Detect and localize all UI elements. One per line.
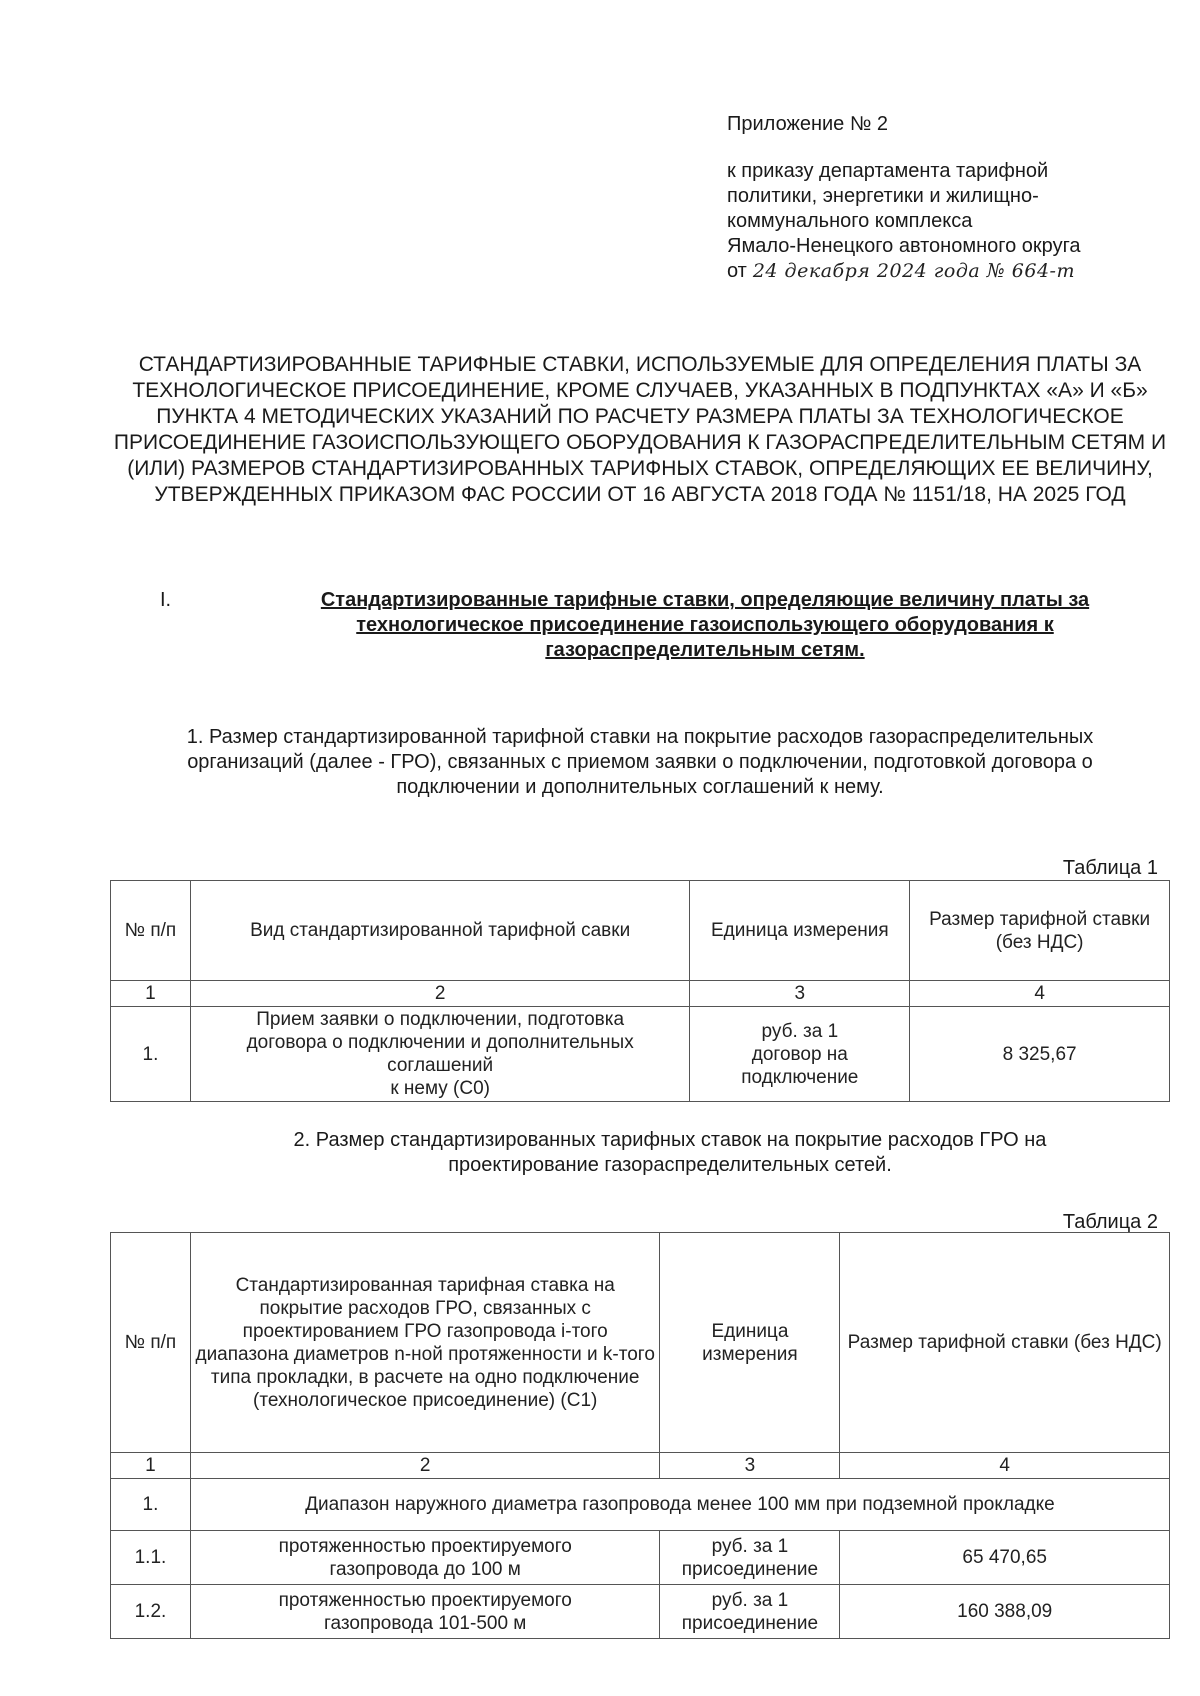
row-number: 1.	[111, 1007, 191, 1102]
header-cell: Размер тарифной ставки (без НДС)	[910, 881, 1170, 981]
rate-name-line: договора о подключении и дополнительных	[246, 1032, 634, 1053]
rate-name-line: к нему (С0)	[390, 1078, 490, 1099]
column-number: 1	[111, 981, 191, 1007]
rate-name-line: газопровода 101-500 м	[323, 1612, 527, 1634]
column-number-row	[111, 1453, 1170, 1479]
rate-name-line: Прием заявки о подключении, подготовка	[256, 1009, 625, 1030]
column-number: 2	[190, 1453, 660, 1479]
table-row	[111, 1007, 1170, 1102]
section-heading	[160, 588, 1170, 663]
rate-name	[190, 1531, 660, 1585]
unit-line: руб. за 1	[761, 1020, 839, 1042]
header-cell: № п/п	[111, 1233, 191, 1453]
rate-name-line: газопровода до 100 м	[329, 1558, 521, 1580]
table-row	[111, 1531, 1170, 1585]
unit-line: руб. за 1	[711, 1535, 789, 1557]
table-2-caption: Таблица 2	[1062, 1211, 1158, 1233]
rate-value: 8 325,67	[910, 1007, 1170, 1102]
group-row	[111, 1479, 1170, 1531]
rate-name-line: протяженностью проектируемого	[278, 1535, 572, 1557]
header-cell: № п/п	[111, 881, 191, 981]
unit-line: руб. за 1	[711, 1589, 789, 1611]
document-title: СТАНДАРТИЗИРОВАННЫЕ ТАРИФНЫЕ СТАВКИ, ИСПОЛЬЗУЕМЫЕ ДЛЯ ОПРЕДЕЛЕНИЯ ПЛАТЫ ЗА ТЕХНОЛОГИЧЕСКОЕ ПРИСОЕДИНЕНИЕ, КРОМЕ СЛУЧАЕВ, УКАЗАННЫХ В ПОДПУНКТАХ «А» И «Б» ПУНКТА 4 МЕТОДИЧЕСКИХ УКАЗАНИЙ ПО РАСЧЕТУ РАЗМЕРА ПЛАТЫ ЗА ТЕХНОЛОГИЧЕСКОЕ ПРИСОЕДИНЕНИЕ ГАЗОИСПОЛЬЗУЮЩЕГО ОБОРУДОВАНИЯ К ГАЗОРАСПРЕДЕЛИТЕЛЬНЫМ СЕТЯМ И (ИЛИ) РАЗМЕРОВ СТАНДАРТИЗИРОВАННЫХ ТАРИФНЫХ СТАВОК, ОПРЕДЕЛЯЮЩИХ ЕЕ ВЕЛИЧИНУ, УТВЕРЖДЕННЫХ ПРИКАЗОМ ФАС РОССИИ ОТ 16 АВГУСТА 2018 ГОДА № 1151/18, НА 2025 ГОД	[113, 353, 1167, 506]
unit-line: договор на	[751, 1043, 848, 1065]
column-number: 4	[910, 981, 1170, 1007]
header-cell: Единица измерения	[690, 881, 910, 981]
column-number: 1	[111, 1453, 191, 1479]
appendix-line: коммунального комплекса	[727, 210, 973, 232]
table-1	[110, 880, 1170, 1102]
column-number: 3	[660, 1453, 840, 1479]
header-cell: Стандартизированная тарифная ставка на покрытие расходов ГРО, связанных с проектированием ГРО газопровода i-того диапазона диаметров n-ной протяженности и k-того типа прокладки, в расчете на одно подключение (технологическое присоединение) (С1)	[190, 1233, 660, 1453]
table-header-row	[111, 881, 1170, 981]
column-number: 4	[840, 1453, 1170, 1479]
rate-value: 160 388,09	[840, 1585, 1170, 1639]
header-cell: Единица измерения	[660, 1233, 840, 1453]
column-number-row	[111, 981, 1170, 1007]
rate-name	[190, 1007, 690, 1102]
unit	[660, 1531, 840, 1585]
row-number: 1.	[111, 1479, 191, 1531]
appendix-number: Приложение № 2	[727, 113, 888, 135]
appendix-date-line	[727, 259, 1167, 284]
paragraph-2: 2. Размер стандартизированных тарифных ставок на покрытие расходов ГРО на проектирование газораспределительных сетей.	[293, 1129, 1047, 1176]
appendix-line: политики, энергетики и жилищно-	[727, 185, 1039, 207]
header-cell: Вид стандартизированной тарифной савки	[190, 881, 690, 981]
section-roman-number: I.	[160, 589, 172, 611]
table-header-row	[111, 1233, 1170, 1453]
unit-line: присоединение	[681, 1558, 819, 1580]
table-row	[111, 1585, 1170, 1639]
column-number: 3	[690, 981, 910, 1007]
rate-value: 65 470,65	[840, 1531, 1170, 1585]
appendix-line: Ямало-Ненецкого автономного округа	[727, 235, 1081, 257]
header-cell: Размер тарифной ставки (без НДС)	[840, 1233, 1170, 1453]
appendix-line: к приказу департамента тарифной	[727, 160, 1049, 182]
row-number: 1.1.	[111, 1531, 191, 1585]
table-1-caption: Таблица 1	[1062, 857, 1158, 879]
table-2	[110, 1232, 1170, 1639]
column-number: 2	[190, 981, 690, 1007]
paragraph-1: 1. Размер стандартизированной тарифной ставки на покрытие расходов газораспределительных организаций (далее - ГРО), связанных с приемом заявки о подключении, подготовкой договора о подключении и дополнительных соглашений к нему.	[186, 726, 1094, 798]
group-heading: Диапазон наружного диаметра газопровода менее 100 мм при подземной прокладке	[190, 1479, 1169, 1531]
rate-name	[190, 1585, 660, 1639]
row-number: 1.2.	[111, 1585, 191, 1639]
unit-line: подключение	[741, 1066, 859, 1088]
appendix-block	[727, 112, 1167, 284]
rate-name-line: протяженностью проектируемого	[278, 1589, 572, 1611]
section-heading-text: Стандартизированные тарифные ставки, определяющие величину платы за технологическое присоединение газоиспользующего оборудования к газораспределительным сетям.	[320, 589, 1090, 661]
unit-line: присоединение	[681, 1612, 819, 1634]
handwritten-signature: 24 декабря 2024 года № 664-т	[752, 260, 1075, 282]
rate-name-line: соглашений	[387, 1055, 494, 1076]
unit	[660, 1585, 840, 1639]
from-prefix: от	[727, 260, 747, 282]
unit	[690, 1007, 910, 1102]
